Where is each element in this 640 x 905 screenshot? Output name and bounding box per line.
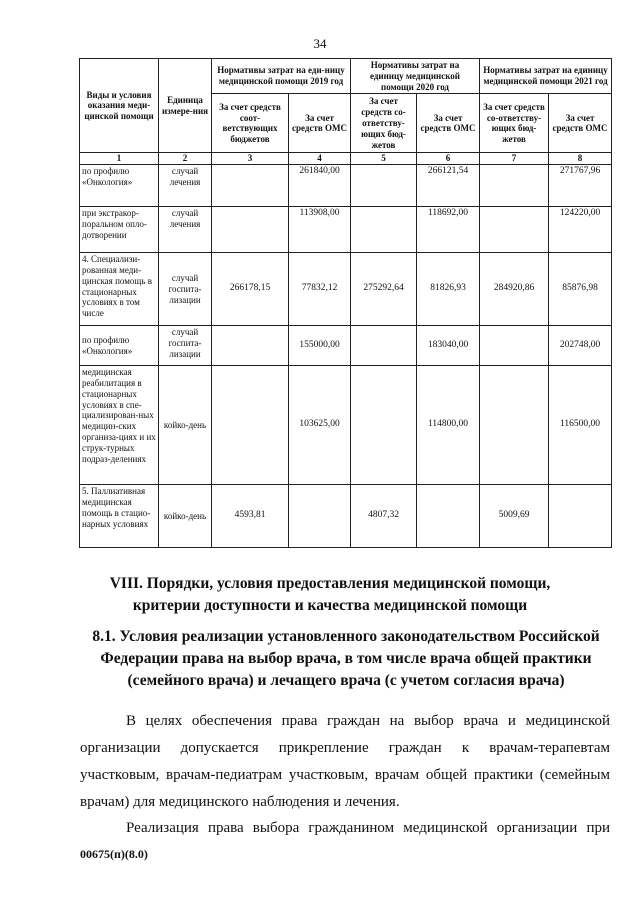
row-kind: медицинская реабилитация в стационарных условиях в спе-циализирован-ных медицин-ских организа-циях и их струк-турных подраз-делениях (80, 366, 159, 485)
row-unit: койко-день (159, 366, 212, 485)
row-kind: при экстракор-поральном опло-дотворении (80, 207, 159, 253)
header-2019-budget: За счет средств соот-ветствующих бюджетов (212, 94, 289, 153)
table-row (80, 366, 612, 485)
header-kind: Виды и условия оказания меди-цинской помощи (80, 59, 159, 153)
header-2020-oms: За счет средств ОМС (417, 94, 480, 153)
cell-2020-budget: 275292,64 (351, 253, 417, 326)
cell-2019-budget (212, 326, 289, 366)
cell-2019-oms (289, 485, 351, 548)
cell-2021-oms (549, 485, 612, 548)
body-paragraph: Реализация права выбора гражданином медицинской организации при (126, 820, 610, 836)
cell-2020-oms: 114800,00 (417, 366, 480, 485)
cell-2021-budget (480, 326, 549, 366)
cell-2021-budget: 5009,69 (480, 485, 549, 548)
cell-2019-oms: 113908,00 (289, 207, 351, 253)
cell-2019-oms: 261840,00 (289, 165, 351, 207)
header-2019-oms: За счет средств ОМС (289, 94, 351, 153)
header-2021: Нормативы затрат на единицу медицинской помощи 2021 год (480, 59, 612, 94)
subsection-heading: 8.1. Условия реализации установленного законодательством Российской Федерации права на выбор врача, в том числе врача общей практики (семейного врача) и лечащего врача (с учетом согласия врача) (92, 628, 600, 689)
body-paragraph: В целях обеспечения права граждан на выбор врача и медицинской организации допускается прикрепление граждан к врачам-терапевтам участковым, врачам-педиатрам участковым, врачам общей практики (семейным врачам) для медицинского наблюдения и лечения. (80, 713, 610, 810)
cell-2021-oms: 85876,98 (549, 253, 612, 326)
cell-2020-oms: 183040,00 (417, 326, 480, 366)
cell-2019-budget: 4593,81 (212, 485, 289, 548)
cell-2020-budget (351, 165, 417, 207)
row-kind: 5. Паллиативная медицинская помощь в стацио-нарных условиях (80, 485, 159, 548)
column-number-row (80, 153, 612, 165)
cell-2021-oms: 116500,00 (549, 366, 612, 485)
row-unit: случай госпита-лизации (159, 326, 212, 366)
table-row (80, 326, 612, 366)
cell-2020-oms: 81826,93 (417, 253, 480, 326)
header-unit: Единица измере-ния (159, 59, 212, 153)
cell-2019-budget: 266178,15 (212, 253, 289, 326)
cell-2021-oms: 202748,00 (549, 326, 612, 366)
row-kind: 4. Специализи-рованная меди-цинская помощь в стационарных условиях в том числе (80, 253, 159, 326)
cell-2019-budget (212, 165, 289, 207)
row-unit: случай лечения (159, 165, 212, 207)
cell-2020-budget (351, 207, 417, 253)
document-code: 00675(п)(8.0) (80, 847, 148, 861)
row-unit: случай госпита-лизации (159, 253, 212, 326)
cell-2019-oms: 77832,12 (289, 253, 351, 326)
header-2020: Нормативы затрат на единицу медицинской помощи 2020 год (351, 59, 480, 94)
table-row (80, 165, 612, 207)
column-number: 4 (289, 153, 351, 165)
cell-2020-oms: 266121,54 (417, 165, 480, 207)
header-2021-budget: За счет средств со-ответству-ющих бюд-жетов (480, 94, 549, 153)
column-number: 5 (351, 153, 417, 165)
page-number: 34 (313, 36, 327, 51)
cell-2021-oms: 124220,00 (549, 207, 612, 253)
table-row (80, 253, 612, 326)
cell-2020-oms: 118692,00 (417, 207, 480, 253)
column-number: 7 (480, 153, 549, 165)
column-number: 2 (159, 153, 212, 165)
header-row-groups (80, 59, 612, 94)
cell-2020-budget (351, 326, 417, 366)
section-heading: VIII. Порядки, условия предоставления медицинской помощи, критерии доступности и качества медицинской помощи (109, 575, 551, 614)
column-number: 1 (80, 153, 159, 165)
header-2020-budget: За счет средств со-ответству-ющих бюд-жетов (351, 94, 417, 153)
column-number: 6 (417, 153, 480, 165)
column-number: 3 (212, 153, 289, 165)
cell-2021-budget: 284920,86 (480, 253, 549, 326)
row-unit: случай лечения (159, 207, 212, 253)
header-2019: Нормативы затрат на еди-ницу медицинской помощи 2019 год (212, 59, 351, 94)
cost-norms-table (79, 58, 612, 548)
cell-2019-oms: 155000,00 (289, 326, 351, 366)
cell-2019-budget (212, 366, 289, 485)
cell-2019-oms: 103625,00 (289, 366, 351, 485)
cell-2020-budget: 4807,32 (351, 485, 417, 548)
row-unit: койко-день (159, 485, 212, 548)
cell-2021-oms: 271767,96 (549, 165, 612, 207)
column-number: 8 (549, 153, 612, 165)
cell-2019-budget (212, 207, 289, 253)
cell-2021-budget (480, 165, 549, 207)
header-2021-oms: За счет средств ОМС (549, 94, 612, 153)
cell-2020-budget (351, 366, 417, 485)
row-kind: по профилю «Онкология» (80, 165, 159, 207)
table-row (80, 485, 612, 548)
row-kind: по профилю «Онкология» (80, 326, 159, 366)
cell-2021-budget (480, 366, 549, 485)
cell-2021-budget (480, 207, 549, 253)
cell-2020-oms (417, 485, 480, 548)
table-row (80, 207, 612, 253)
